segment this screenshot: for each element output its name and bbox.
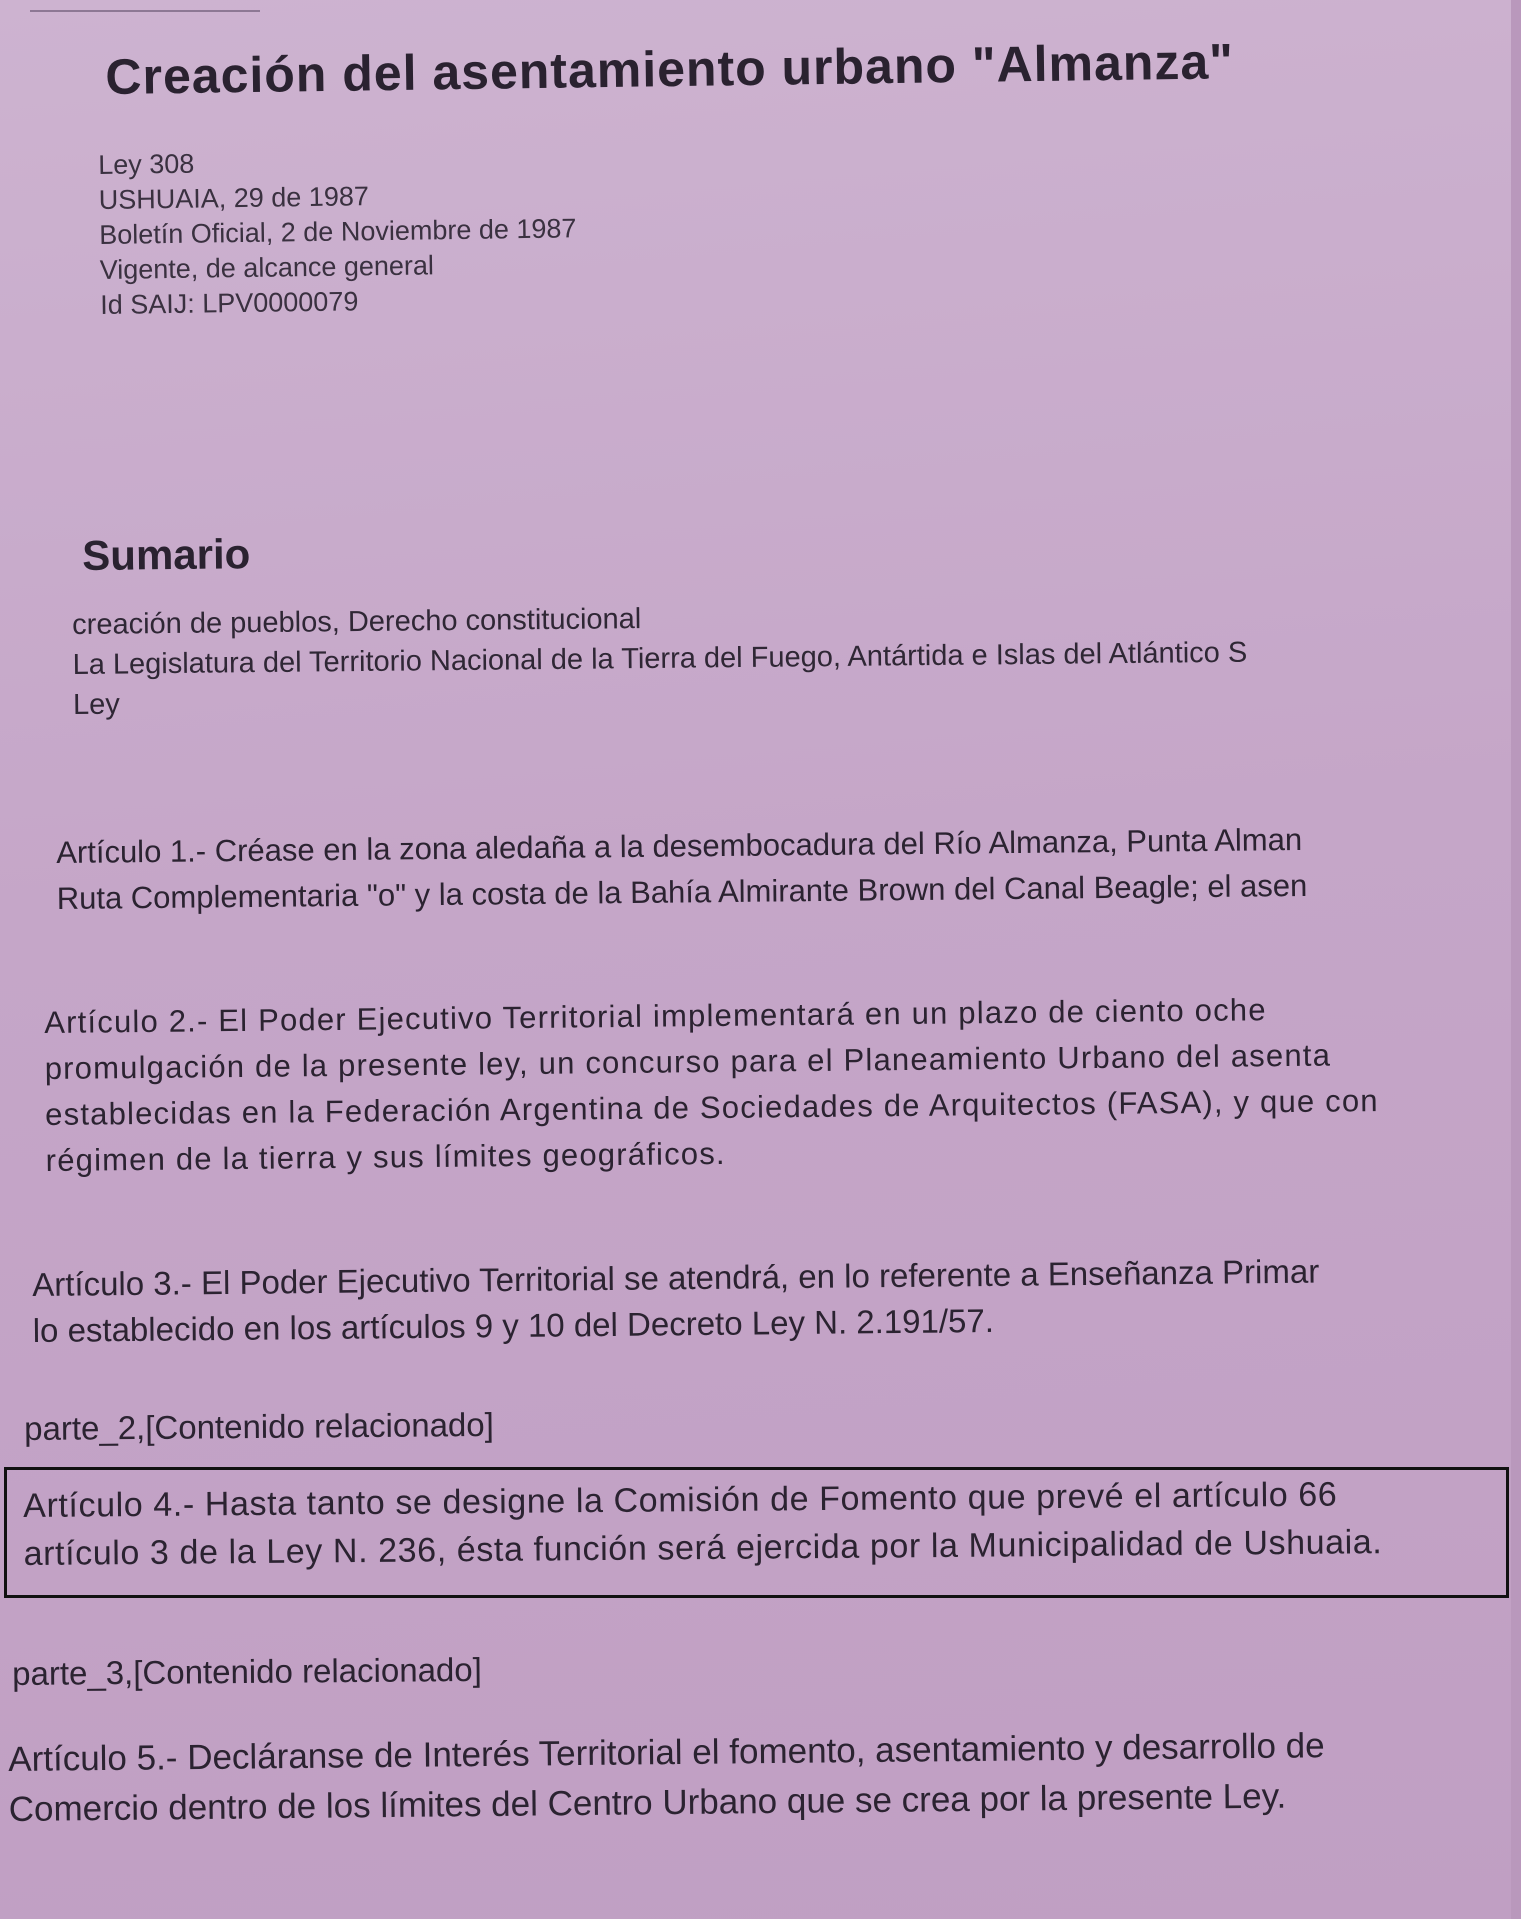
article-line: Artículo 3.- El Poder Ejecutivo Territorial se atendrá, en lo referente a Enseñanza Primar: [32, 1252, 1320, 1303]
related-content-part-2: parte_2,[Contenido relacionado]: [24, 1405, 494, 1447]
article-line: Artículo 1.- Créase en la zona aledaña a la desembocadura del Río Almanza, Punta Alman: [56, 821, 1303, 870]
meta-status: Vigente, de alcance general: [99, 250, 435, 285]
cut-off-header-line: [30, 0, 260, 12]
article-line: artículo 3 de la Ley N. 236, ésta función será ejercida por la Municipalidad de Ushuaia.: [23, 1523, 1383, 1573]
document-title: Creación del asentamiento urbano "Almanza": [105, 33, 1235, 105]
sumario-line: Ley: [72, 688, 120, 721]
article-line: Ruta Complementaria "o" y la costa de la Bahía Almirante Brown del Canal Beagle; el asen: [56, 867, 1308, 916]
page-edge: [1511, 0, 1521, 1919]
article-line: Artículo 2.- El Poder Ejecutivo Territorial implementará en un plazo de ciento oche: [44, 992, 1267, 1040]
article-4-highlight-box: [4, 1467, 1509, 1598]
article-line: lo establecido en los artículos 9 y 10 del Decreto Ley N. 2.191/57.: [32, 1301, 995, 1349]
article-line: régimen de la tierra y sus límites geográficos.: [45, 1135, 726, 1178]
article-5: [8, 1721, 1325, 1835]
document-metadata: [98, 141, 578, 323]
article-1: [56, 817, 1308, 922]
sumario-body: [72, 593, 1248, 725]
meta-place-date: USHUAIA, 29 de 1987: [98, 181, 370, 215]
article-line: Comercio dentro de los límites del Centro Urbano que se crea por la presente Ley.: [8, 1776, 1287, 1829]
article-3: [32, 1249, 1320, 1354]
article-line: Artículo 4.- Hasta tanto se designe la Comisión de Fomento que prevé el artículo 66: [23, 1475, 1338, 1525]
meta-boletin: Boletín Oficial, 2 de Noviembre de 1987: [99, 213, 577, 250]
related-content-part-3: parte_3,[Contenido relacionado]: [12, 1650, 482, 1692]
sumario-line: La Legislatura del Territorio Nacional de la Tierra del Fuego, Antártida e Islas del Atlántico S: [72, 636, 1248, 681]
meta-saij-id: Id SAIJ: LPV0000079: [99, 286, 359, 320]
article-line: establecidas en la Federación Argentina de Sociedades de Arquitectos (FASA), y que con: [45, 1083, 1379, 1132]
meta-law-number: Ley 308: [98, 148, 195, 180]
article-2: [44, 986, 1379, 1184]
sumario-heading: Sumario: [82, 530, 251, 579]
article-line: promulgación de la presente ley, un concurso para el Planeamiento Urbano del asenta: [44, 1037, 1332, 1086]
sumario-line: creación de pueblos, Derecho constitucional: [72, 603, 642, 641]
article-line: Artículo 5.- Decláranse de Interés Territorial el fomento, asentamiento y desarrollo de: [8, 1726, 1325, 1779]
article-4: [23, 1470, 1383, 1578]
